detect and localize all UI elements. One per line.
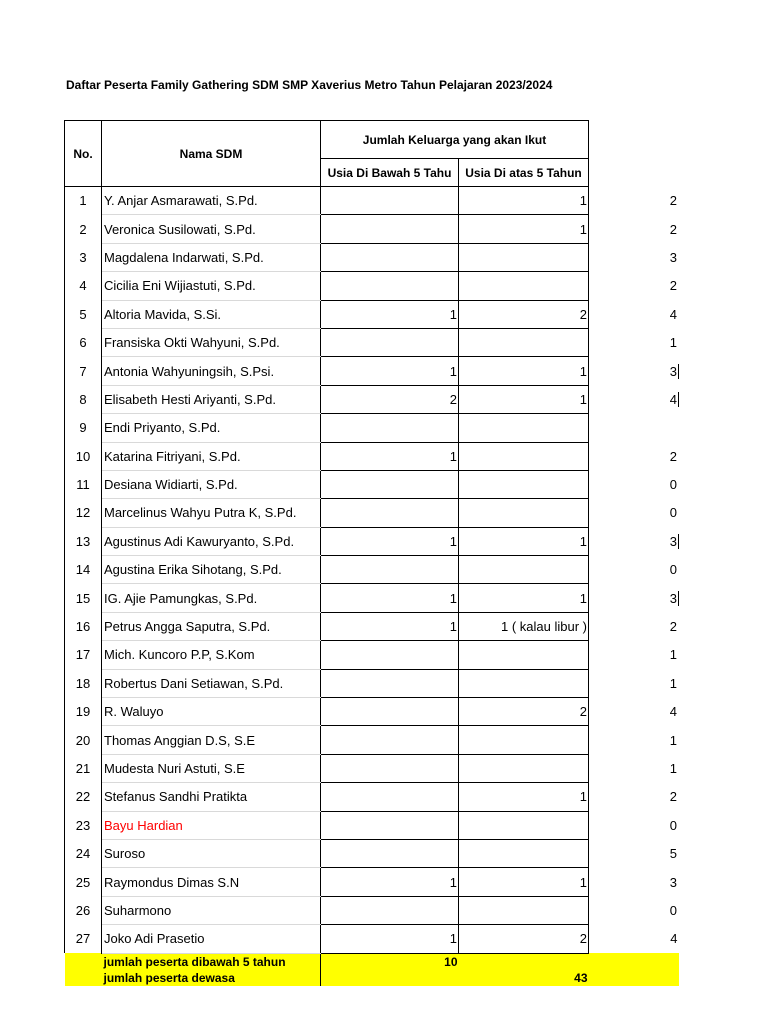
table-row xyxy=(65,385,679,413)
row-total[interactable]: 0 xyxy=(669,505,677,521)
row-over-5[interactable] xyxy=(459,414,589,442)
summary-cell[interactable] xyxy=(459,953,589,970)
row-name[interactable]: Marcelinus Wahyu Putra K, S.Pd. xyxy=(102,499,321,527)
row-total[interactable]: 3 xyxy=(669,249,677,265)
row-number[interactable]: 6 xyxy=(65,328,102,356)
row-over-5[interactable] xyxy=(459,556,589,584)
header-name[interactable]: Nama SDM xyxy=(102,121,321,187)
header-under-5[interactable]: Usia Di Bawah 5 Tahu xyxy=(321,159,459,187)
table-row xyxy=(65,811,679,839)
summary-label-under-5[interactable]: jumlah peserta dibawah 5 tahun xyxy=(102,953,321,970)
row-under-5[interactable]: 1 xyxy=(321,584,459,612)
row-number[interactable]: 10 xyxy=(65,442,102,470)
header-empty[interactable] xyxy=(589,121,679,159)
summary-row-under-5 xyxy=(65,953,679,970)
row-under-5[interactable] xyxy=(321,896,459,924)
row-total[interactable]: 2 xyxy=(669,448,677,464)
row-total-value: 3 xyxy=(669,363,677,379)
row-total[interactable]: 2 xyxy=(669,278,677,294)
row-number[interactable]: 25 xyxy=(65,868,102,896)
row-number[interactable]: 19 xyxy=(65,698,102,726)
row-under-5[interactable] xyxy=(321,414,459,442)
row-under-5[interactable] xyxy=(321,698,459,726)
row-under-5[interactable]: 1 xyxy=(321,442,459,470)
row-under-5[interactable] xyxy=(321,669,459,697)
row-number[interactable]: 8 xyxy=(65,385,102,413)
row-over-5[interactable] xyxy=(459,470,589,498)
table-row xyxy=(65,754,679,782)
row-name[interactable]: Fransiska Okti Wahyuni, S.Pd. xyxy=(102,328,321,356)
row-over-5[interactable]: 2 xyxy=(459,300,589,328)
row-name[interactable]: Antonia Wahyuningsih, S.Psi. xyxy=(102,357,321,385)
row-number[interactable]: 5 xyxy=(65,300,102,328)
row-name[interactable]: Cicilia Eni Wijiastuti, S.Pd. xyxy=(102,272,321,300)
row-number[interactable]: 1 xyxy=(65,187,102,215)
table-row xyxy=(65,272,679,300)
row-name[interactable]: Endi Priyanto, S.Pd. xyxy=(102,414,321,442)
row-number[interactable]: 18 xyxy=(65,669,102,697)
row-over-5[interactable]: 1 xyxy=(459,357,589,385)
header-over-5[interactable]: Usia Di atas 5 Tahun xyxy=(459,159,589,187)
table-row xyxy=(65,442,679,470)
row-under-5[interactable]: 2 xyxy=(321,385,459,413)
row-under-5[interactable]: 1 xyxy=(321,300,459,328)
row-total[interactable]: 0 xyxy=(669,902,677,918)
row-name[interactable]: Y. Anjar Asmarawati, S.Pd. xyxy=(102,187,321,215)
row-total[interactable]: 1 xyxy=(669,335,677,351)
table-row xyxy=(65,300,679,328)
row-name[interactable]: Desiana Widiarti, S.Pd. xyxy=(102,470,321,498)
summary-cell[interactable] xyxy=(65,970,102,986)
table-row xyxy=(65,783,679,811)
row-over-5[interactable]: 1 xyxy=(459,584,589,612)
table-row xyxy=(65,187,679,215)
row-number[interactable]: 24 xyxy=(65,839,102,867)
row-under-5[interactable] xyxy=(321,243,459,271)
row-under-5[interactable] xyxy=(321,641,459,669)
row-over-5[interactable] xyxy=(459,442,589,470)
row-total[interactable]: 1 xyxy=(669,675,677,691)
summary-value-under-5[interactable]: 10 xyxy=(321,953,459,970)
row-under-5[interactable]: 1 xyxy=(321,357,459,385)
row-over-5[interactable] xyxy=(459,811,589,839)
summary-row-adult xyxy=(65,970,679,986)
row-total[interactable]: 2 xyxy=(669,619,677,635)
row-total-value: 4 xyxy=(669,391,677,407)
table-row xyxy=(65,925,679,953)
row-number[interactable]: 15 xyxy=(65,584,102,612)
row-under-5[interactable] xyxy=(321,328,459,356)
row-over-5[interactable] xyxy=(459,272,589,300)
row-number[interactable]: 2 xyxy=(65,215,102,243)
row-name[interactable]: IG. Ajie Pamungkas, S.Pd. xyxy=(102,584,321,612)
row-name[interactable]: Bayu Hardian xyxy=(102,811,321,839)
table-row xyxy=(65,669,679,697)
row-number[interactable]: 16 xyxy=(65,612,102,640)
table-row xyxy=(65,641,679,669)
row-number[interactable]: 12 xyxy=(65,499,102,527)
row-number[interactable]: 23 xyxy=(65,811,102,839)
row-name[interactable]: Stefanus Sandhi Pratikta xyxy=(102,783,321,811)
summary-cell[interactable] xyxy=(321,970,459,986)
row-under-5[interactable] xyxy=(321,811,459,839)
row-under-5[interactable] xyxy=(321,783,459,811)
table-row xyxy=(65,527,679,555)
summary-label-adult[interactable]: jumlah peserta dewasa xyxy=(102,970,321,986)
row-under-5[interactable] xyxy=(321,187,459,215)
table-body xyxy=(65,187,679,954)
row-over-5[interactable]: 1 xyxy=(459,385,589,413)
row-over-5[interactable] xyxy=(459,754,589,782)
table-row xyxy=(65,328,679,356)
row-name[interactable]: Altoria Mavida, S.Si. xyxy=(102,300,321,328)
row-number[interactable]: 27 xyxy=(65,925,102,953)
row-name[interactable]: Mudesta Nuri Astuti, S.E xyxy=(102,754,321,782)
row-over-5[interactable]: 1 xyxy=(459,215,589,243)
row-number[interactable]: 7 xyxy=(65,357,102,385)
row-number[interactable]: 26 xyxy=(65,896,102,924)
row-name[interactable]: Joko Adi Prasetio xyxy=(102,925,321,953)
row-name[interactable]: Agustinus Adi Kawuryanto, S.Pd. xyxy=(102,527,321,555)
header-no[interactable]: No. xyxy=(65,121,102,187)
row-over-5[interactable] xyxy=(459,641,589,669)
row-over-5[interactable]: 1 xyxy=(459,527,589,555)
row-name[interactable]: Magdalena Indarwati, S.Pd. xyxy=(102,243,321,271)
row-under-5[interactable] xyxy=(321,215,459,243)
row-number[interactable]: 4 xyxy=(65,272,102,300)
row-over-5[interactable]: 1 ( kalau libur ) xyxy=(459,612,589,640)
row-total-value: 3 xyxy=(669,590,677,606)
row-total[interactable]: 3 xyxy=(669,874,677,890)
row-total[interactable] xyxy=(589,527,679,555)
row-name[interactable]: Petrus Angga Saputra, S.Pd. xyxy=(102,612,321,640)
row-total[interactable]: 2 xyxy=(669,789,677,805)
table-row xyxy=(65,243,679,271)
row-name[interactable]: Elisabeth Hesti Ariyanti, S.Pd. xyxy=(102,385,321,413)
row-under-5[interactable] xyxy=(321,754,459,782)
sheet-title: Daftar Peserta Family Gathering SDM SMP Xaverius Metro Tahun Pelajaran 2023/2024 xyxy=(66,78,553,92)
row-under-5[interactable]: 1 xyxy=(321,925,459,953)
row-total[interactable]: 2 xyxy=(669,193,677,209)
row-name[interactable]: Suroso xyxy=(102,839,321,867)
row-under-5[interactable]: 1 xyxy=(321,527,459,555)
row-name[interactable]: Mich. Kuncoro P.P, S.Kom xyxy=(102,641,321,669)
table-row xyxy=(65,612,679,640)
summary-cell[interactable] xyxy=(65,953,102,970)
row-total[interactable] xyxy=(589,357,679,385)
row-total[interactable]: 5 xyxy=(669,846,677,862)
row-total[interactable]: 2 xyxy=(669,221,677,237)
row-number[interactable]: 11 xyxy=(65,470,102,498)
row-number[interactable]: 22 xyxy=(65,783,102,811)
row-name[interactable]: Thomas Anggian D.S, S.E xyxy=(102,726,321,754)
row-total[interactable]: 1 xyxy=(669,647,677,663)
table-row xyxy=(65,584,679,612)
row-over-5[interactable]: 1 xyxy=(459,187,589,215)
row-over-5[interactable] xyxy=(459,669,589,697)
row-under-5[interactable]: 1 xyxy=(321,868,459,896)
row-over-5[interactable]: 1 xyxy=(459,783,589,811)
table-row xyxy=(65,470,679,498)
row-under-5[interactable] xyxy=(321,726,459,754)
row-total[interactable]: 0 xyxy=(669,477,677,493)
table-row xyxy=(65,499,679,527)
row-number[interactable]: 14 xyxy=(65,556,102,584)
row-total[interactable]: 1 xyxy=(669,761,677,776)
row-number[interactable]: 20 xyxy=(65,726,102,754)
header-family-count[interactable]: Jumlah Keluarga yang akan Ikut xyxy=(321,121,589,159)
row-name[interactable]: Raymondus Dimas S.N xyxy=(102,868,321,896)
row-total-value: 3 xyxy=(669,533,677,549)
row-total[interactable]: 1 xyxy=(669,732,677,748)
table-row xyxy=(65,357,679,385)
row-over-5[interactable] xyxy=(459,726,589,754)
row-over-5[interactable] xyxy=(459,499,589,527)
row-under-5[interactable] xyxy=(321,839,459,867)
table-row xyxy=(65,215,679,243)
row-name[interactable]: Suharmono xyxy=(102,896,321,924)
row-name[interactable]: R. Waluyo xyxy=(102,698,321,726)
table-row xyxy=(65,414,679,442)
row-name[interactable]: Veronica Susilowati, S.Pd. xyxy=(102,215,321,243)
row-number[interactable]: 3 xyxy=(65,243,102,271)
row-under-5[interactable]: 1 xyxy=(321,612,459,640)
row-total[interactable]: 4 xyxy=(670,931,678,947)
row-under-5[interactable] xyxy=(321,499,459,527)
participant-table xyxy=(64,120,679,986)
table-row xyxy=(65,726,679,754)
table-row xyxy=(65,839,679,867)
row-name[interactable]: Agustina Erika Sihotang, S.Pd. xyxy=(102,556,321,584)
row-number[interactable]: 17 xyxy=(65,641,102,669)
row-number[interactable]: 21 xyxy=(65,754,102,782)
row-over-5[interactable] xyxy=(459,896,589,924)
row-total[interactable]: 4 xyxy=(669,704,677,720)
row-number[interactable]: 13 xyxy=(65,527,102,555)
summary-cell[interactable] xyxy=(589,970,679,986)
row-total[interactable] xyxy=(589,414,679,442)
summary-cell[interactable] xyxy=(589,953,679,970)
table-row xyxy=(65,868,679,896)
row-over-5[interactable] xyxy=(459,243,589,271)
row-over-5[interactable] xyxy=(459,839,589,867)
table-row xyxy=(65,896,679,924)
table-row xyxy=(65,556,679,584)
row-name[interactable]: Robertus Dani Setiawan, S.Pd. xyxy=(102,669,321,697)
row-under-5[interactable] xyxy=(321,556,459,584)
row-under-5[interactable] xyxy=(321,470,459,498)
header-empty-2[interactable] xyxy=(589,159,679,187)
row-over-5[interactable]: 1 xyxy=(459,868,589,896)
table-row xyxy=(65,698,679,726)
row-total[interactable]: 0 xyxy=(669,562,677,578)
row-total[interactable]: 4 xyxy=(669,306,677,322)
row-total[interactable]: 0 xyxy=(669,817,677,833)
row-total[interactable] xyxy=(589,584,679,612)
row-total[interactable] xyxy=(589,385,679,413)
row-name[interactable]: Katarina Fitriyani, S.Pd. xyxy=(102,442,321,470)
row-number[interactable]: 9 xyxy=(65,414,102,442)
row-over-5[interactable]: 2 xyxy=(459,925,589,953)
summary-value-adult[interactable]: 43 xyxy=(459,970,589,986)
row-over-5[interactable] xyxy=(459,328,589,356)
row-under-5[interactable] xyxy=(321,272,459,300)
row-over-5[interactable]: 2 xyxy=(459,698,589,726)
